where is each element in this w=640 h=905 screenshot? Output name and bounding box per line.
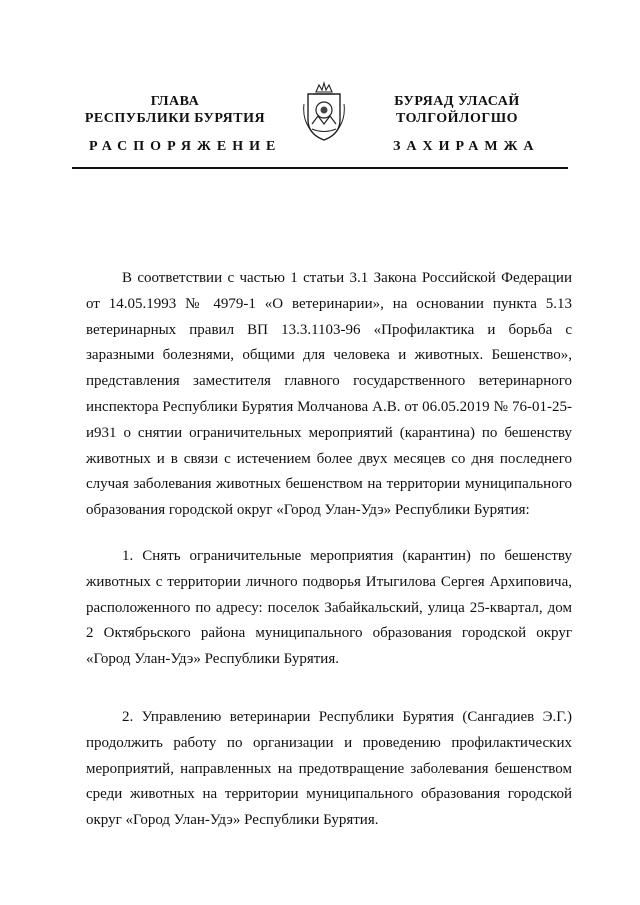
paragraph-preamble <box>86 266 572 524</box>
header-right-block <box>362 93 552 127</box>
coat-of-arms-icon <box>300 80 348 142</box>
header-left-line-1: ГЛАВА <box>150 94 200 109</box>
header-left-block <box>80 93 270 127</box>
doc-type-russian: РАСПОРЯЖЕНИЕ <box>89 139 282 154</box>
header-right-line-2: ТОЛГОЙЛОГШО <box>395 111 519 126</box>
paragraph-item-1-text: 1. Снять ограничительные мероприятия (карантин) по бешенству животных с территории личного подворья Итыгилова Сергея Архиповича, расположенного по адресу: поселок Забайкальский, улица 25-квартал, дом 2 Октябрьского района муниципального образования городской округ «Город Улан-Удэ» Республики Бурятия. <box>86 548 572 668</box>
doc-type-buryat: ЗАХИРАМЖА <box>393 139 540 154</box>
header-left-line-2: РЕСПУБЛИКИ БУРЯТИЯ <box>84 111 266 126</box>
header-divider <box>72 167 568 169</box>
paragraph-item-1 <box>86 544 572 673</box>
paragraph-preamble-text: В соответствии с частью 1 статьи 3.1 Закона Российской Федерации от 14.05.1993 № 4979-1 «О ветеринарии», на основании пункта 5.13 ветеринарных правил ВП 13.3.1103-96 «Профилактика и борьба с заразными болезнями, общими для человека и животных. Бешенство», представления заместителя главного государственного ветеринарного инспектора Республики Бурятия Молчанова А.В. от 06.05.2019 № 76-01-25-и931 о снятии ограничительных мероприятий (карантина) по бешенству животных и в связи с истечением более двух месяцев со дня последнего случая заболевания животных бешенством на территории муниципального образования городской округ «Город Улан-Удэ» Республики Бурятия: <box>86 270 572 519</box>
header-right-line-1: БУРЯАД УЛАСАЙ <box>394 94 520 109</box>
paragraph-item-2 <box>86 705 572 834</box>
paragraph-item-2-text: 2. Управлению ветеринарии Республики Бурятия (Сангадиев Э.Г.) продолжить работу по организации и проведению профилактических мероприятий, направленных на предотвращение заболевания бешенством среди животных на территории муниципального образования городской округ «Город Улан-Удэ» Республики Бурятия. <box>86 709 572 829</box>
